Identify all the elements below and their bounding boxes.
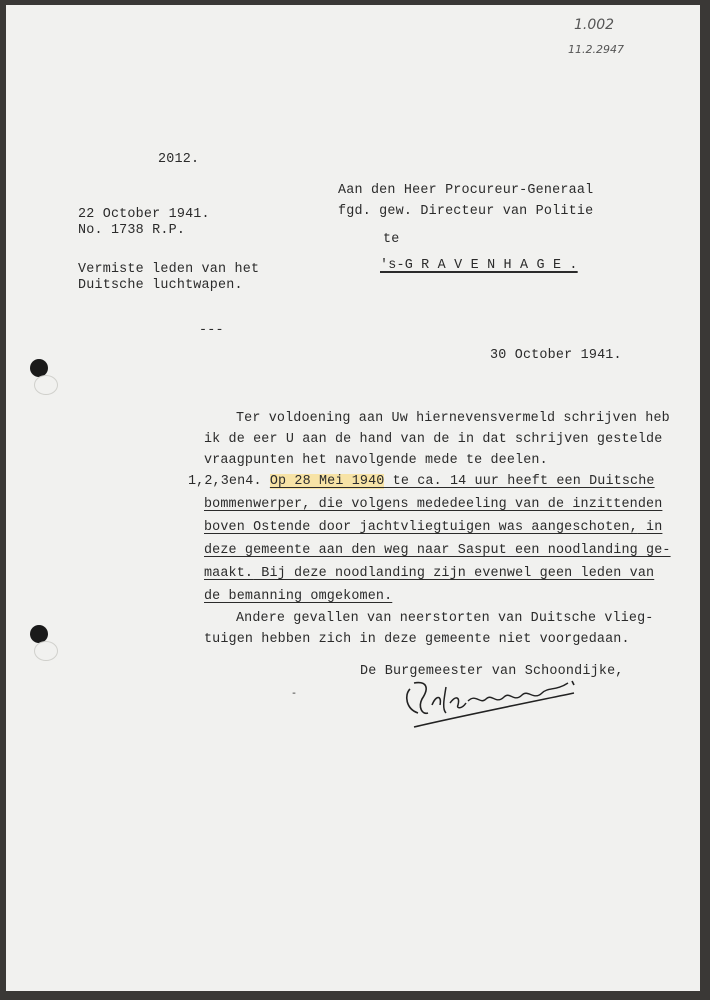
subject-line-1: Vermiste leden van het xyxy=(78,262,260,277)
body-p1-line-3: vraagpunten het navolgende mede te deelen. xyxy=(204,453,548,468)
body-p1-line-1: Ter voldoening aan Uw hiernevensvermeld schrijven heb xyxy=(236,411,670,426)
body-p3-line-1: Andere gevallen van neerstorten van Duitsche vlieg- xyxy=(236,611,654,626)
reference-number: No. 1738 R.P. xyxy=(78,223,186,238)
closing-dash-mark: - xyxy=(291,689,298,700)
body-p2-line-3 xyxy=(204,520,662,536)
subject-line-2: Duitsche luchtwapen. xyxy=(78,278,243,293)
body-p2-line-5 xyxy=(204,566,654,582)
mayor-signature xyxy=(396,675,586,735)
punch-hole-ring-top xyxy=(34,375,58,395)
body-p1-line-2: ik de eer U aan de hand van de in dat schrijven gestelde xyxy=(204,432,663,447)
file-number: 2012. xyxy=(158,152,200,167)
body-p2-line-4: deze gemeente aan den weg naar Sasput een noodlanding ge- xyxy=(204,543,671,558)
addressee-line-1: Aan den Heer Procureur-Generaal xyxy=(338,183,594,198)
body-p2-date-highlight: Op 28 Mei 1940 xyxy=(269,474,385,489)
body-p2-prefix: 1,2,3en4. xyxy=(188,474,262,489)
letter-date: 30 October 1941. xyxy=(490,348,622,363)
body-p2-line-2: bommenwerper, die volgens mededeeling van de inzittenden xyxy=(204,497,663,512)
body-p2-line-5a: maakt. xyxy=(204,566,254,581)
body-p2-line-3a: boven Ostende door jachtvliegtuigen was aangeschoten, xyxy=(204,520,638,535)
separator-dash: --- xyxy=(199,323,224,338)
body-p2-line-3b: in xyxy=(637,520,663,535)
addressee-city: 's-G R A V E N H A G E . xyxy=(380,258,578,273)
body-p2-line-1 xyxy=(188,474,655,490)
reference-date: 22 October 1941. xyxy=(78,207,210,222)
body-p3-line-2: tuigen hebben zich in deze gemeente niet voorgedaan. xyxy=(204,632,630,647)
addressee-te: te xyxy=(383,232,400,247)
document-page xyxy=(6,5,700,991)
body-p2-line-6: de bemanning omgekomen. xyxy=(204,589,393,604)
punch-hole-ring-bottom xyxy=(34,641,58,661)
body-p2-line-1-rest: te ca. 14 uur heeft een Duitsche xyxy=(384,474,655,489)
archive-mark-top: 1.002 xyxy=(574,17,615,33)
closing-line: De Burgemeester van Schoondijke, xyxy=(360,664,624,679)
addressee-line-2: fgd. gew. Directeur van Politie xyxy=(338,204,594,219)
archive-mark-bottom: 11.2.2947 xyxy=(568,43,624,56)
body-p2-line-5b: Bij deze noodlanding zijn evenwel geen leden van xyxy=(253,566,655,581)
